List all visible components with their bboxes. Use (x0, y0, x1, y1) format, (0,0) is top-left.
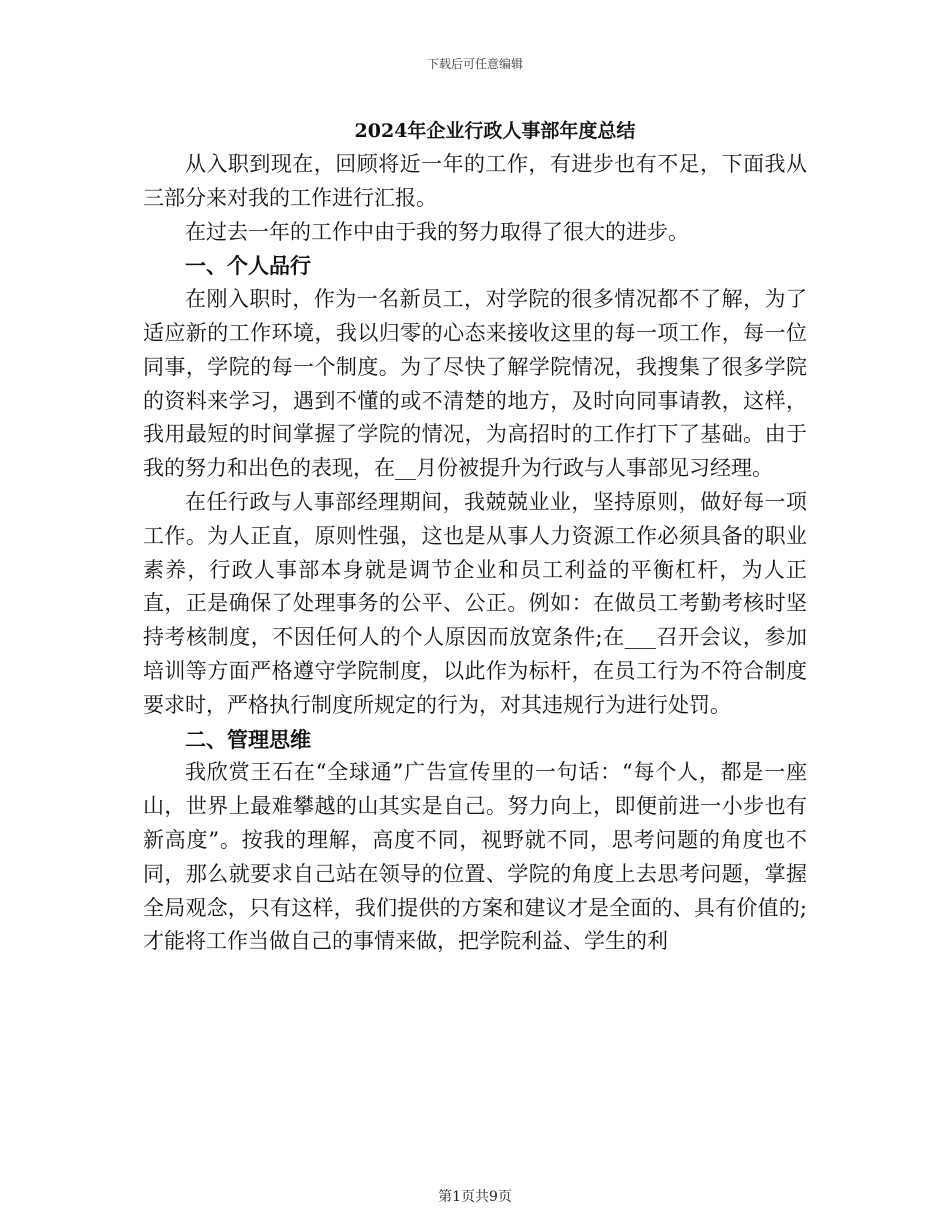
page-indicator: 第1页共9页 (438, 1189, 512, 1205)
section-paragraph: 在刚入职时，作为一名新员工，对学院的很多情况都不了解，为了适应新的工作环境，我以归零的心态来接收这里的每一项工作，每一位同事，学院的每一个制度。为了尽快了解学院情况，我搜集了很多学院的资料来学习，遇到不懂的或不清楚的地方，及时向同事请教，这样，我用最短的时间掌握了学院的情况，为高招时的工作打下了基础。由于我的努力和出色的表现，在__月份被提升为行政与人事部见习经理。 (143, 287, 807, 481)
section-heading-personal-conduct: 一、个人品行 (185, 253, 311, 279)
intro-paragraph: 在过去一年的工作中由于我的努力取得了很大的进步。 (185, 219, 689, 244)
section-paragraph: 在任行政与人事部经理期间，我兢兢业业，坚持原则，做好每一项工作。为人正直，原则性强，这也是从事人力资源工作必须具备的职业素养，行政人事部本身就是调节企业和员工利益的平衡杠杆，为人正直，正是确保了处理事务的公平、公正。例如：在做员工考勤考核时坚持考核制度，不因任何人的个人原因而放宽条件;在___召开会议，参加培训等方面严格遵守学院制度，以此作为标杆，在员工行为不符合制度要求时，严格执行制度所规定的行为，对其违规行为进行处罚。 (143, 489, 807, 717)
document-body (143, 148, 807, 959)
header-note: 下载后可任意编辑 (426, 57, 523, 71)
intro-paragraph: 从入职到现在，回顾将近一年的工作，有进步也有不足，下面我从三部分来对我的工作进行汇报。 (143, 152, 807, 210)
section-paragraph: 我欣赏王石在“全球通”广告宣传里的一句话：“每个人，都是一座山，世界上最难攀越的山其实是自己。努力向上，即便前进一小步也有新高度”。按我的理解，高度不同，视野就不同，思考问题的角度也不同，那么就要求自己站在领导的位置、学院的角度上去思考问题，掌握全局观念，只有这样，我们提供的方案和建议才是全面的、具有价值的;才能将工作当做自己的事情来做，把学院利益、学生的利 (143, 760, 807, 954)
document-title: 2024年企业行政人事部年度总结 (354, 120, 636, 142)
section-heading-management-thinking: 二、管理思维 (185, 726, 311, 752)
